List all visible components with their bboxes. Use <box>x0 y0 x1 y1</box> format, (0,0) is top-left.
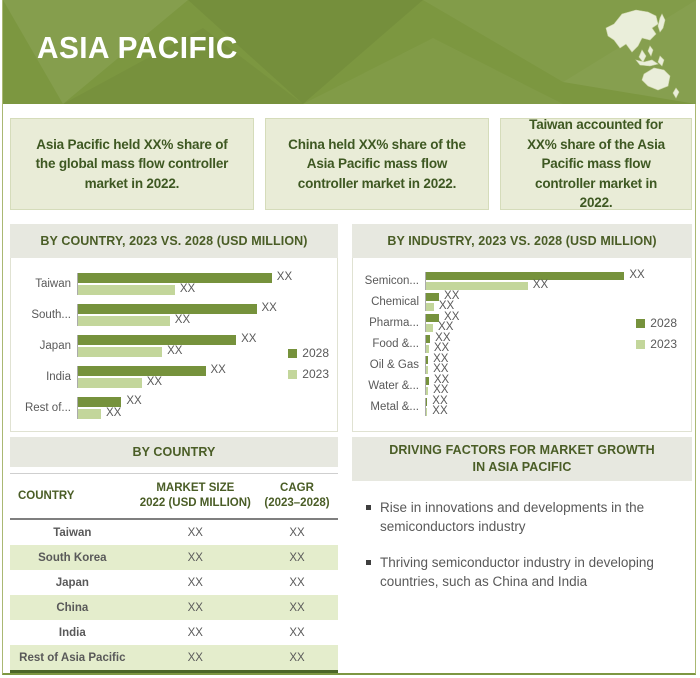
category-label: Food &... <box>372 337 419 350</box>
chart-by-country-plot <box>10 258 338 432</box>
driving-factors-title: DRIVING FACTORS FOR MARKET GROWTH IN ASIA PACIFIC <box>352 437 692 481</box>
category-label: India <box>46 370 71 383</box>
highlight-asia-pacific: Asia Pacific held XX% share of the global mass flow controller market in 2022. <box>10 118 254 210</box>
bar-value: XX <box>433 373 450 386</box>
category-label: Water &... <box>368 379 419 392</box>
driving-factor-bullet: Thriving semiconductor industry in developing countries, such as China and India <box>366 554 682 592</box>
bar-value: XX <box>261 301 277 314</box>
bar-2023 <box>426 324 433 332</box>
bar-group-india <box>13 361 333 392</box>
chart-legend <box>288 346 329 381</box>
bar-value: XX <box>210 363 226 376</box>
legend-label: 2023 <box>302 367 329 381</box>
legend-item-2028 <box>636 316 677 330</box>
bar-2028 <box>426 398 427 406</box>
bar-2028 <box>78 366 206 376</box>
bar-value: XX <box>241 332 257 345</box>
page-title: ASIA PACIFIC <box>37 30 238 65</box>
bar-value: XX <box>146 375 163 388</box>
table-header-row <box>10 474 338 520</box>
bar-2028 <box>78 335 236 345</box>
bar-value: XX <box>532 278 549 291</box>
category-label: Semicon... <box>364 274 419 287</box>
category-label: Rest of... <box>24 401 71 414</box>
column-header-market-size: MARKET SIZE 2022 (USD MILLION) <box>139 482 251 509</box>
category-label: Chemical <box>371 295 419 308</box>
category-label: Oil & Gas <box>369 358 419 371</box>
bar-value: XX <box>276 270 293 283</box>
category-label: South... <box>31 308 71 321</box>
category-label: Pharma... <box>369 316 419 329</box>
column-header-cagr: CAGR (2023–2028) <box>264 482 330 509</box>
bar-value: XX <box>126 394 142 407</box>
table-row: Rest of Asia Pacific XX XX <box>10 645 338 670</box>
bar-value: XX <box>433 383 449 396</box>
bar-2028 <box>426 356 428 364</box>
bar-value: XX <box>433 341 450 354</box>
bar-value: XX <box>433 352 449 365</box>
bar-2023 <box>78 316 170 326</box>
highlight-taiwan: Taiwan accounted for XX% share of the Asia Pacific mass flow controller market in 2022. <box>500 118 692 210</box>
bar-value: XX <box>444 289 460 302</box>
bar-value: XX <box>432 394 448 407</box>
bar-2028 <box>78 273 272 283</box>
bar-group-south-korea <box>13 299 333 330</box>
bar-value: XX <box>435 331 451 344</box>
bar-2028 <box>78 304 257 314</box>
chart-by-industry-title: BY INDUSTRY, 2023 VS. 2028 (USD MILLION) <box>352 224 692 258</box>
bar-value: XX <box>167 344 183 357</box>
bar-2028 <box>426 377 429 385</box>
category-label: Metal &... <box>370 400 419 413</box>
table-row: India XX XX <box>58 626 305 639</box>
bar-group-chemical <box>355 291 687 312</box>
driving-factors-section <box>352 437 692 609</box>
table-row: Japan XX XX <box>55 576 305 589</box>
bar-2028 <box>426 293 439 301</box>
highlight-china: China held XX% share of the Asia Pacific mass flow controller market in 2022. <box>265 118 489 210</box>
table-row: China XX XX <box>10 595 338 620</box>
legend-swatch-2028 <box>636 319 645 328</box>
bar-2028 <box>426 272 624 280</box>
bar-2023 <box>426 366 428 374</box>
bar-2023 <box>426 387 428 395</box>
legend-label: 2023 <box>650 337 677 351</box>
bar-group-metal <box>355 396 687 417</box>
bar-2028 <box>426 335 430 343</box>
bar-value: XX <box>432 404 448 417</box>
bar-group-semiconductor <box>355 270 687 291</box>
table-row: South Korea XX XX <box>10 545 338 570</box>
bar-value: XX <box>438 299 455 312</box>
bar-value: XX <box>629 268 645 281</box>
chart-by-country-title: BY COUNTRY, 2023 VS. 2028 (USD MILLION) <box>10 224 338 258</box>
bar-2023 <box>426 303 434 311</box>
legend-swatch-2023 <box>636 340 645 349</box>
legend-swatch-2023 <box>288 370 297 379</box>
square-bullet-icon <box>366 505 371 510</box>
bar-2023 <box>426 408 427 416</box>
bar-2023 <box>78 347 162 357</box>
bar-value: XX <box>179 282 196 295</box>
bar-2023 <box>78 378 142 388</box>
legend-label: 2028 <box>302 346 329 360</box>
legend-label: 2028 <box>650 316 677 330</box>
chart-legend <box>636 316 677 351</box>
bar-2023 <box>426 282 528 290</box>
bar-value: XX <box>433 362 449 375</box>
bar-value: XX <box>174 313 191 326</box>
bar-2023 <box>426 345 429 353</box>
legend-item-2023 <box>288 367 329 381</box>
category-label: Japan <box>39 339 71 352</box>
driving-factor-bullet: Rise in innovations and developments in the semiconductors industry <box>366 499 682 537</box>
bar-2028 <box>78 397 121 407</box>
bar-2023 <box>78 285 175 295</box>
bar-group-rest-of-apac <box>13 392 333 423</box>
square-bullet-icon <box>366 560 371 565</box>
chart-by-country <box>10 224 338 432</box>
bar-value: XX <box>438 320 454 333</box>
by-country-table <box>10 437 338 673</box>
category-label: Taiwan <box>35 277 71 290</box>
table-title: BY COUNTRY <box>10 437 338 467</box>
region-banner <box>3 0 696 104</box>
table-row: Taiwan XX XX <box>53 526 305 539</box>
bar-2023 <box>78 409 101 419</box>
bar-group-taiwan <box>13 268 333 299</box>
column-header-country: COUNTRY <box>18 489 75 502</box>
legend-swatch-2028 <box>288 349 297 358</box>
legend-item-2028 <box>288 346 329 360</box>
bar-group-oil-gas <box>355 354 687 375</box>
chart-by-industry-plot <box>352 258 692 432</box>
highlight-boxes <box>10 118 692 210</box>
bar-value: XX <box>444 310 460 323</box>
legend-item-2023 <box>636 337 677 351</box>
bar-value: XX <box>105 406 122 419</box>
bar-group-water <box>355 375 687 396</box>
bar-group-japan <box>13 330 333 361</box>
asia-pacific-map-icon <box>586 2 688 102</box>
chart-by-industry <box>352 224 692 432</box>
